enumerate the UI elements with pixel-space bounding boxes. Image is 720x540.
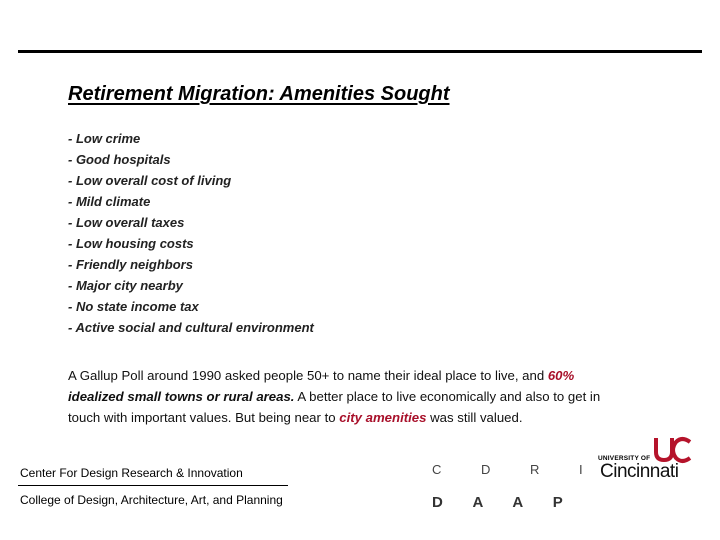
- cdri-wordmark: C D R I: [432, 462, 601, 477]
- footer-divider: [18, 485, 288, 486]
- paragraph-text: A Gallup Poll around 1990 asked people 50+ to name their ideal place to live, and: [68, 368, 548, 384]
- amenity-item: - Low overall cost of living: [68, 173, 232, 188]
- college-name: College of Design, Architecture, Art, and Planning: [20, 493, 283, 507]
- uc-cincinnati-wordmark: Cincinnati: [600, 461, 679, 482]
- amenity-item: - Mild climate: [68, 194, 151, 209]
- center-name: Center For Design Research & Innovation: [20, 466, 243, 480]
- amenity-item: - Active social and cultural environment: [68, 320, 314, 335]
- top-divider-rule: [18, 50, 702, 53]
- uc-university-of: UNIVERSITY OF: [598, 455, 651, 462]
- highlight-city-amenities: city amenities: [339, 410, 427, 426]
- slide-title: Retirement Migration: Amenities Sought: [68, 83, 450, 105]
- amenity-item: - Low housing costs: [68, 236, 194, 251]
- highlight-percent: 60%: [547, 368, 575, 384]
- amenity-item: - Low overall taxes: [68, 215, 185, 230]
- amenity-item: - No state income tax: [68, 299, 199, 314]
- daap-wordmark: D A A P: [432, 494, 576, 511]
- amenity-item: - Friendly neighbors: [68, 257, 193, 272]
- uc-logo: [598, 436, 698, 488]
- highlight-small-towns: idealized small towns or rural areas.: [68, 389, 295, 405]
- gallup-paragraph: [68, 365, 628, 428]
- paragraph-text: A better place to live economically and also to get in touch with important values. But being near to: [68, 389, 601, 426]
- amenity-item: - Good hospitals: [68, 152, 171, 167]
- amenity-item: - Major city nearby: [68, 278, 183, 293]
- paragraph-text: was still valued.: [426, 410, 523, 426]
- amenity-list: [68, 128, 314, 338]
- amenity-item: - Low crime: [68, 131, 141, 146]
